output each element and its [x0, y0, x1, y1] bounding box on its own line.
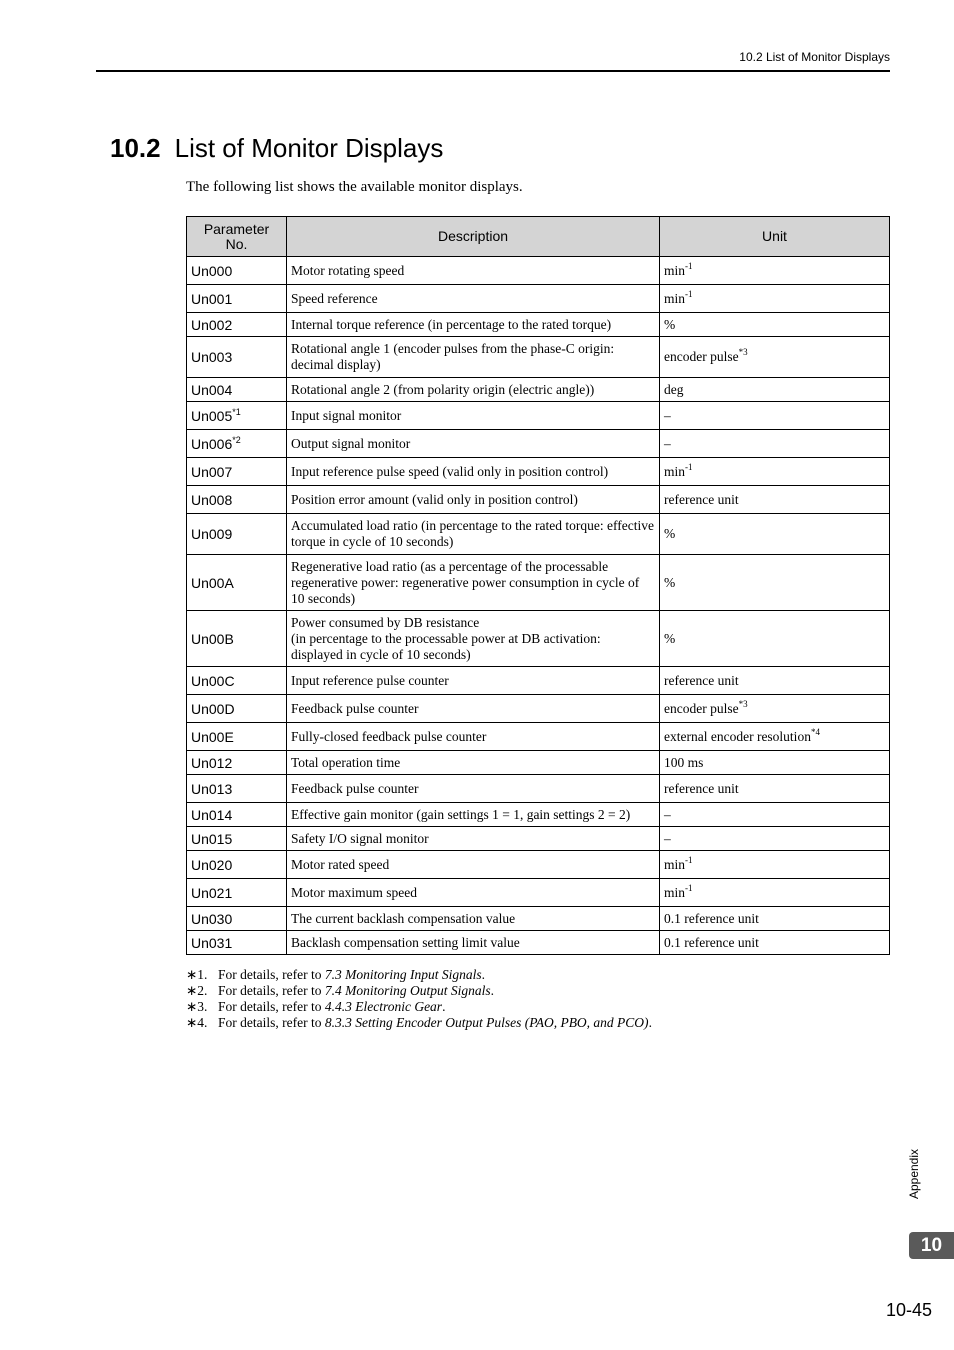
table-row: [187, 803, 890, 827]
page-number: 10-45: [885, 1300, 932, 1320]
footnotes: [186, 967, 652, 1031]
chapter-number-tab: 10: [909, 1232, 954, 1259]
table-row: [187, 751, 890, 775]
description-cell: Power consumed by DB resistance (in percentage to the processable power at DB activation: displayed in cycle of 10 seconds): [287, 611, 660, 667]
unit-cell: reference unit: [660, 486, 890, 514]
description-cell: Effective gain monitor (gain settings 1 = 1, gain settings 2 = 2): [287, 803, 660, 827]
table-row: [187, 378, 890, 402]
unit-superscript: *4: [810, 726, 820, 737]
parameter-no-cell: Un030: [187, 907, 287, 931]
unit-cell: $\min^{-1}$: [660, 851, 890, 879]
description-cell: Feedback pulse counter: [287, 775, 660, 803]
unit-cell: %: [660, 514, 890, 555]
unit-cell: %: [660, 313, 890, 337]
unit-cell: encoder pulse$^{*3}$: [660, 337, 890, 378]
chapter-side-label: Appendix: [907, 1148, 921, 1200]
unit-cell: reference unit: [660, 667, 890, 695]
description-cell: Motor rotating speed: [287, 257, 660, 285]
description-cell: Fully-closed feedback pulse counter: [287, 723, 660, 751]
unit-cell: 0.1 reference unit: [660, 931, 890, 955]
unit-cell: –: [660, 402, 890, 430]
description-cell: Accumulated load ratio (in percentage to the rated torque: effective torque in cycle of 10 seconds): [287, 514, 660, 555]
footnote-text: For details, refer to: [218, 1015, 325, 1030]
unit-cell: 100 ms: [660, 751, 890, 775]
column-header-description: Description: [287, 217, 660, 257]
footnote-mark: ∗3.: [186, 999, 208, 1014]
parameter-no-cell: Un003: [187, 337, 287, 378]
description-cell: Rotational angle 1 (encoder pulses from the phase-C origin: decimal display): [287, 337, 660, 378]
description-cell: Safety I/O signal monitor: [287, 827, 660, 851]
footnote-mark: ∗2.: [186, 983, 208, 998]
unit-cell: $\min^{-1}$: [660, 879, 890, 907]
footnote-reference-link[interactable]: 4.4.3 Electronic Gear: [324, 999, 443, 1014]
parameter-no-cell: Un00A: [187, 555, 287, 611]
table-row: [187, 458, 890, 486]
table-row: [187, 879, 890, 907]
table-body: [187, 257, 890, 955]
table-row: [187, 667, 890, 695]
parameter-no-cell: Un007: [187, 458, 287, 486]
unit-cell: $\min^{-1}$: [660, 458, 890, 486]
parameter-no-cell: Un00B: [187, 611, 287, 667]
parameter-no-cell: Un00C: [187, 667, 287, 695]
description-cell: Regenerative load ratio (as a percentage of the processable regenerative power: regenerative power consumption in cycle of 10 seconds): [287, 555, 660, 611]
footnote-ref: *1: [232, 406, 241, 417]
unit-cell: –: [660, 803, 890, 827]
footnote-mark: ∗4.: [186, 1015, 208, 1030]
running-header: 10.2 List of Monitor Displays: [96, 50, 890, 72]
table-row: [187, 313, 890, 337]
table-row: [187, 257, 890, 285]
parameter-no-cell: Un002: [187, 313, 287, 337]
description-cell: Backlash compensation setting limit value: [287, 931, 660, 955]
unit-superscript: *3: [738, 347, 748, 357]
parameter-no-cell: Un014: [187, 803, 287, 827]
description-cell: Speed reference: [287, 285, 660, 313]
parameter-no-cell: Un009: [187, 514, 287, 555]
section-heading: List of Monitor Displays: [174, 133, 444, 163]
footnote-reference-link[interactable]: 7.3 Monitoring Input Signals: [324, 967, 482, 982]
unit-cell: $\min^{-1}$: [660, 257, 890, 285]
table-row: [187, 611, 890, 667]
unit-cell: –: [660, 430, 890, 458]
parameter-no-cell: Un015: [187, 827, 287, 851]
parameter-no-cell: Un012: [187, 751, 287, 775]
unit-cell: –: [660, 827, 890, 851]
footnote-text: For details, refer to: [218, 999, 325, 1014]
unit-superscript: -1: [685, 882, 693, 893]
parameter-no-cell: Un021: [187, 879, 287, 907]
description-cell: Feedback pulse counter: [287, 695, 660, 723]
footnote-reference-link[interactable]: 8.3.3 Setting Encoder Output Pulses (PAO, PBO, and PCO): [324, 1015, 649, 1030]
footnote-text: For details, refer to: [218, 967, 325, 982]
description-cell: The current backlash compensation value: [287, 907, 660, 931]
column-header-unit: Unit: [660, 217, 890, 257]
footnote-text: For details, refer to: [218, 983, 325, 998]
intro-text: The following list shows the available monitor displays.: [186, 179, 523, 195]
table-row: [187, 851, 890, 879]
table-row: [187, 337, 890, 378]
parameter-no-cell: Un031: [187, 931, 287, 955]
table-row: [187, 907, 890, 931]
unit-cell: deg: [660, 378, 890, 402]
table-row: [187, 486, 890, 514]
unit-cell: $\min^{-1}$: [660, 285, 890, 313]
unit-cell: reference unit: [660, 775, 890, 803]
table-row: [187, 285, 890, 313]
parameter-no-cell: Un020: [187, 851, 287, 879]
footnote-ref: *2: [232, 434, 241, 445]
description-cell: Input reference pulse speed (valid only in position control): [287, 458, 660, 486]
monitor-display-table: [186, 216, 890, 955]
footnote: ∗3. For details, refer to 4.4.3 Electronic Gear.: [186, 999, 446, 1014]
description-cell: Position error amount (valid only in position control): [287, 486, 660, 514]
column-header-parameter-no: Parameter No.: [187, 217, 287, 257]
parameter-no-cell: Un006$^{*2}$: [187, 430, 287, 458]
unit-cell: encoder pulse$^{*3}$: [660, 695, 890, 723]
parameter-no-cell: Un001: [187, 285, 287, 313]
footnote: ∗2. For details, refer to 7.4 Monitoring Output Signals.: [186, 983, 494, 998]
section-title: [110, 131, 443, 165]
section-number: 10.2: [110, 133, 161, 163]
unit-cell: %: [660, 555, 890, 611]
table-row: [187, 402, 890, 430]
description-cell: Input reference pulse counter: [287, 667, 660, 695]
unit-superscript: -1: [685, 260, 693, 271]
description-cell: Input signal monitor: [287, 402, 660, 430]
unit-superscript: -1: [685, 854, 693, 865]
table-row: [187, 775, 890, 803]
table-row: [187, 430, 890, 458]
description-cell: Rotational angle 2 (from polarity origin (electric angle)): [287, 378, 660, 402]
parameter-no-cell: Un00E: [187, 723, 287, 751]
parameter-no-cell: Un005$^{*1}$: [187, 402, 287, 430]
description-cell: Motor rated speed: [287, 851, 660, 879]
parameter-no-cell: Un008: [187, 486, 287, 514]
unit-superscript: -1: [685, 461, 693, 472]
footnote-reference-link[interactable]: 7.4 Monitoring Output Signals: [324, 983, 491, 998]
unit-cell: %: [660, 611, 890, 667]
table-row: [187, 723, 890, 751]
table-row: [187, 555, 890, 611]
description-cell: Output signal monitor: [287, 430, 660, 458]
parameter-no-cell: Un004: [187, 378, 287, 402]
table-row: [187, 514, 890, 555]
unit-superscript: -1: [685, 288, 693, 299]
description-cell: Motor maximum speed: [287, 879, 660, 907]
unit-superscript: *3: [738, 698, 748, 709]
parameter-no-cell: Un013: [187, 775, 287, 803]
footnote: ∗1. For details, refer to 7.3 Monitoring Input Signals.: [186, 967, 485, 982]
table-row: [187, 931, 890, 955]
table-header-row: [187, 217, 890, 257]
parameter-no-cell: Un00D: [187, 695, 287, 723]
footnote-mark: ∗1.: [186, 967, 208, 982]
footnote: ∗4. For details, refer to 8.3.3 Setting Encoder Output Pulses (PAO, PBO, and PCO).: [186, 1015, 652, 1030]
description-cell: Total operation time: [287, 751, 660, 775]
table-row: [187, 695, 890, 723]
unit-cell: external encoder resolution$^{*4}$: [660, 723, 890, 751]
description-cell: Internal torque reference (in percentage to the rated torque): [287, 313, 660, 337]
parameter-no-cell: Un000: [187, 257, 287, 285]
unit-cell: 0.1 reference unit: [660, 907, 890, 931]
table-row: [187, 827, 890, 851]
